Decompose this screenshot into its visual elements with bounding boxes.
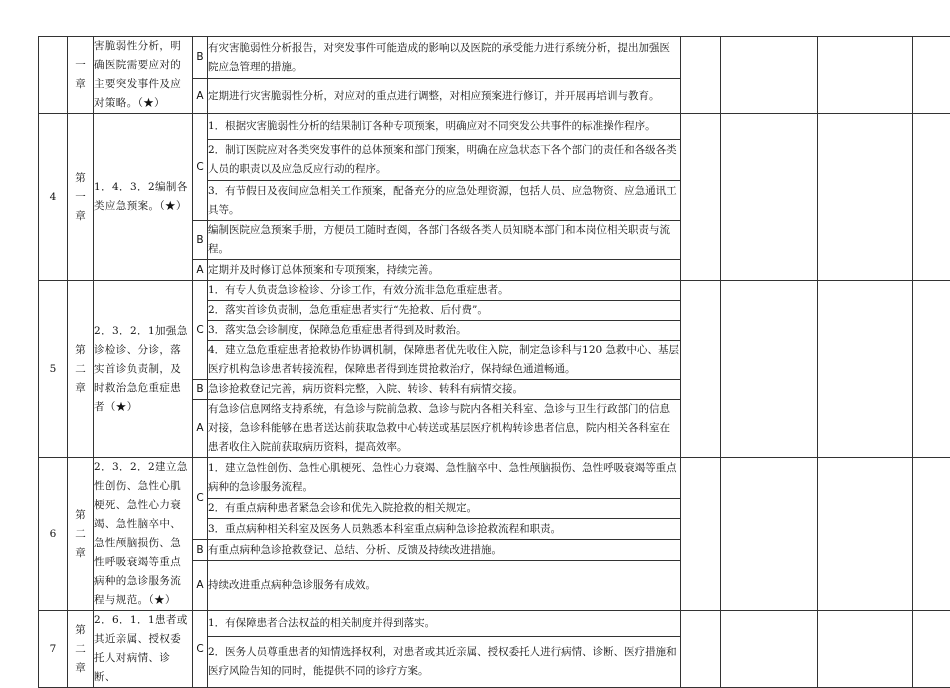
table-row xyxy=(39,114,950,140)
blank-cell xyxy=(681,458,721,611)
criteria-cell: 3．落实急会诊制度，保障急危重症患者得到及时救治。 xyxy=(208,321,681,341)
blank-cell xyxy=(818,458,913,611)
criteria-cell: 有急诊信息网络支持系统，有急诊与院前急救、急诊与院内各相关科室、急诊与卫生行政部门的信息对接，急诊科能够在患者送达前获取急救中心转送或基层医疗机构转诊患者信息，院内相关各科室在患者收住入院前获取病历资料，提高效率。 xyxy=(208,400,681,458)
blank-cell xyxy=(721,114,818,281)
blank-cell xyxy=(681,114,721,281)
level-cell: C xyxy=(193,281,208,380)
blank-cell xyxy=(721,458,818,611)
criteria-cell: 2．医务人员尊重患者的知情选择权利，对患者或其近亲属、授权委托人进行病情、诊断、医疗措施和医疗风险告知的同时，能提供不同的诊疗方案。 xyxy=(208,637,681,688)
standard-cell: 1．4．3．2编制各类应急预案。（★） xyxy=(94,114,193,281)
blank-cell xyxy=(721,37,818,114)
level-cell: A xyxy=(193,400,208,458)
blank-cell xyxy=(681,37,721,114)
level-cell: B xyxy=(193,540,208,561)
level-cell: A xyxy=(193,561,208,611)
criteria-cell: 2．有重点病种患者紧急会诊和优先入院抢救的相关规定。 xyxy=(208,498,681,519)
criteria-cell: 编制医院应急预案手册，方便员工随时查阅，各部门各级各类人员知晓本部门和本岗位相关职责与流程。 xyxy=(208,221,681,260)
chapter-cell: 一 章 xyxy=(68,37,94,114)
standard-cell: 害脆弱性分析，明确医院需要应对的主要突发事件及应对策略。（★） xyxy=(94,37,193,114)
row-number-cell: 6 xyxy=(39,458,68,611)
criteria-cell: 3．重点病种相关科室及医务人员熟悉本科室重点病种急诊抢救流程和职责。 xyxy=(208,519,681,540)
criteria-cell: 1．根据灾害脆弱性分析的结果制订各种专项预案，明确应对不同突发公共事件的标准操作程序。 xyxy=(208,114,681,140)
standard-cell: 2．3．2．1加强急诊检诊、分诊，落实首诊负责制，及时救治急危重症患者（★） xyxy=(94,281,193,458)
row-number-cell xyxy=(39,37,68,114)
criteria-cell: 3．有节假日及夜间应急相关工作预案，配备充分的应急处理资源，包括人员、应急物资、应急通讯工具等。 xyxy=(208,181,681,221)
level-cell: A xyxy=(193,260,208,281)
table-row xyxy=(39,281,950,301)
blank-cell xyxy=(913,281,950,458)
row-number-cell: 7 xyxy=(39,611,68,688)
blank-cell xyxy=(721,611,818,688)
standard-cell: 2．6．1．1患者或其近亲属、授权委托人对病情、诊断、 xyxy=(94,611,193,688)
table-row xyxy=(39,458,950,499)
blank-cell xyxy=(913,114,950,281)
blank-cell xyxy=(913,37,950,114)
blank-cell xyxy=(913,611,950,688)
criteria-cell: 持续改进重点病种急诊服务有成效。 xyxy=(208,561,681,611)
criteria-cell: 有灾害脆弱性分析报告，对突发事件可能造成的影响以及医院的承受能力进行系统分析，提出加强医院应急管理的措施。 xyxy=(208,37,681,79)
blank-cell xyxy=(818,37,913,114)
blank-cell xyxy=(681,611,721,688)
blank-cell xyxy=(818,114,913,281)
blank-cell xyxy=(913,458,950,611)
criteria-cell: 定期并及时修订总体预案和专项预案，持续完善。 xyxy=(208,260,681,281)
criteria-cell: 急诊抢救登记完善，病历资料完整，入院、转诊、转科有病情交接。 xyxy=(208,380,681,400)
assessment-standards-table xyxy=(38,36,950,688)
criteria-cell: 2．落实首诊负责制，急危重症患者实行“先抢救、后付费”。 xyxy=(208,301,681,321)
criteria-cell: 2．制订医院应对各类突发事件的总体预案和部门预案，明确在应急状态下各个部门的责任和各级各类人员的职责以及应急反应行动的程序。 xyxy=(208,140,681,181)
row-number-cell: 5 xyxy=(39,281,68,458)
criteria-cell: 1．有保障患者合法权益的相关制度并得到落实。 xyxy=(208,611,681,637)
criteria-cell: 1．建立急性创伤、急性心肌梗死、急性心力衰竭、急性脑卒中、急性颅脑损伤、急性呼吸衰竭等重点病种的急诊服务流程。 xyxy=(208,458,681,499)
criteria-cell: 4．建立急危重症患者抢救协作协调机制，保障患者优先收住入院，制定急诊科与120 急救中心、基层医疗机构急诊患者转接流程，保障患者得到连贯抢救治疗，保持绿色通道畅通。 xyxy=(208,341,681,380)
chapter-cell: 第 二 章 xyxy=(68,281,94,458)
blank-cell xyxy=(818,281,913,458)
criteria-cell: 定期进行灾害脆弱性分析，对应对的重点进行调整，对相应预案进行修订，并开展再培训与教育。 xyxy=(208,79,681,114)
level-cell: B xyxy=(193,380,208,400)
row-number-cell: 4 xyxy=(39,114,68,281)
level-cell: B xyxy=(193,221,208,260)
chapter-cell: 第 一 章 xyxy=(68,114,94,281)
level-cell: C xyxy=(193,458,208,540)
criteria-cell: 有重点病种急诊抢救登记、总结、分析、反馈及持续改进措施。 xyxy=(208,540,681,561)
table-row xyxy=(39,611,950,637)
standard-cell: 2．3．2．2建立急性创伤、急性心肌梗死、急性心力衰竭、急性脑卒中、急性颅脑损伤、急性呼吸衰竭等重点病种的急诊服务流程与规范。（★） xyxy=(94,458,193,611)
level-cell: C xyxy=(193,611,208,688)
level-cell: B xyxy=(193,37,208,79)
level-cell: A xyxy=(193,79,208,114)
blank-cell xyxy=(681,281,721,458)
criteria-cell: 1．有专人负责急诊检诊、分诊工作，有效分流非急危重症患者。 xyxy=(208,281,681,301)
table-row xyxy=(39,37,950,79)
chapter-cell: 第 二 章 xyxy=(68,458,94,611)
chapter-cell: 第 二 章 xyxy=(68,611,94,688)
blank-cell xyxy=(721,281,818,458)
blank-cell xyxy=(818,611,913,688)
level-cell: C xyxy=(193,114,208,221)
